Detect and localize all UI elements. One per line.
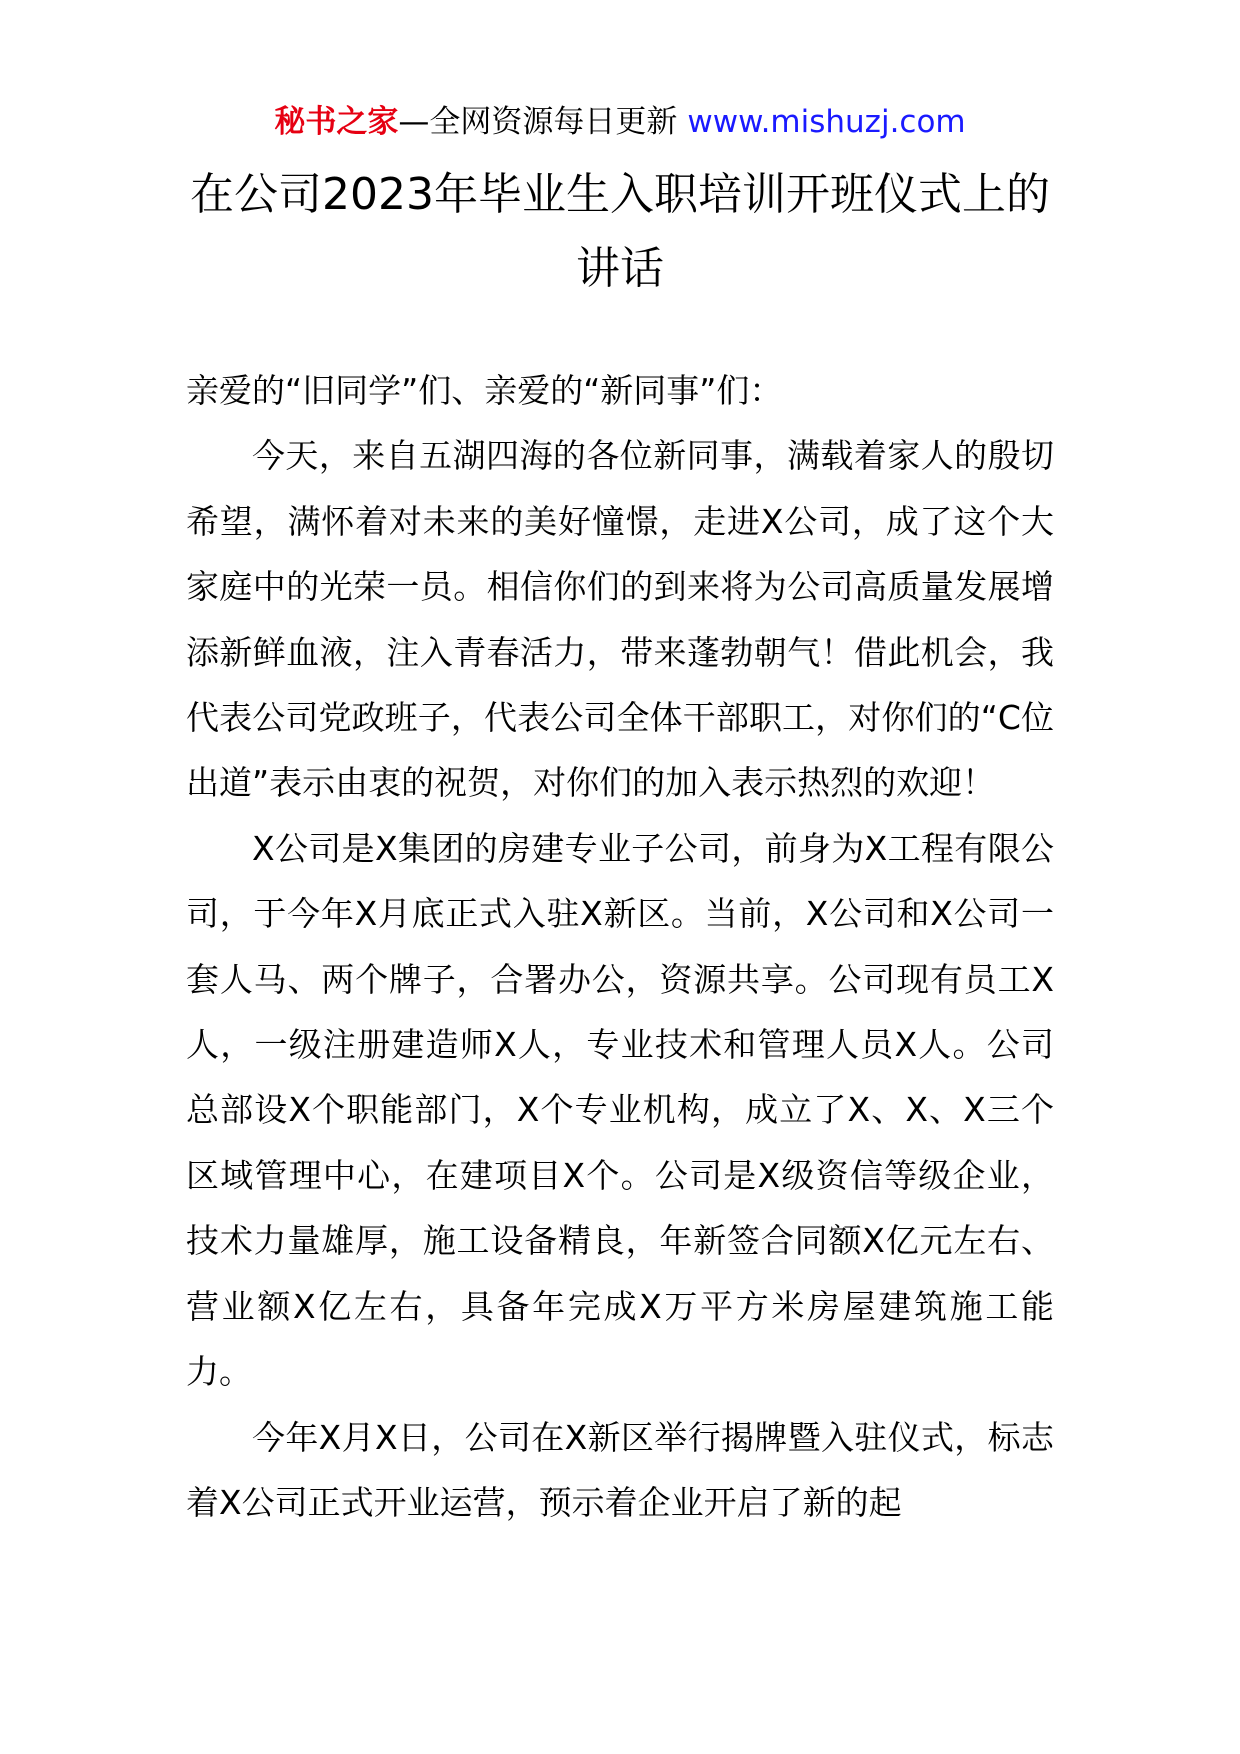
document-body [186, 358, 1054, 1535]
paragraph-3: 今年X月X日，公司在X新区举行揭牌暨入驻仪式，标志着X公司正式开业运营，预示着企业开启了新的起 [186, 1417, 1054, 1522]
site-header [0, 100, 1240, 144]
paragraph-1: 今天，来自五湖四海的各位新同事，满载着家人的殷切希望，满怀着对未来的美好憧憬，走进X公司，成了这个大家庭中的光荣一员。相信你们的到来将为公司高质量发展增添新鲜血液，注入青春活力，带来蓬勃朝气！借此机会，我代表公司党政班子，代表公司全体干部职工，对你们的“C位出道”表示由衷的祝贺，对你们的加入表示热烈的欢迎！ [186, 436, 1054, 803]
paragraph-2: X公司是X集团的房建专业子公司，前身为X工程有限公司，于今年X月底正式入驻X新区。当前，X公司和X公司一套人马、两个牌子，合署办公，资源共享。公司现有员工X人，一级注册建造师X人，专业技术和管理人员X人。公司总部设X个职能部门，X个专业机构，成立了X、X、X三个区域管理中心，在建项目X个。公司是X级资信等级企业，技术力量雄厚，施工设备精良，年新签合同额X亿元左右、营业额X亿左右，具备年完成X万平方米房屋建筑施工能力。 [186, 828, 1054, 1392]
brand-name: 秘书之家 [274, 104, 399, 140]
salutation: 亲爱的“旧同学”们、亲爱的“新同事”们： [186, 371, 783, 410]
document-title: 在公司2023年毕业生入职培训开班仪式上的讲话 [190, 169, 1050, 294]
header-slogan: —全网资源每日更新 [398, 104, 678, 140]
site-url-link[interactable]: www.mishuzj.com [687, 104, 966, 140]
